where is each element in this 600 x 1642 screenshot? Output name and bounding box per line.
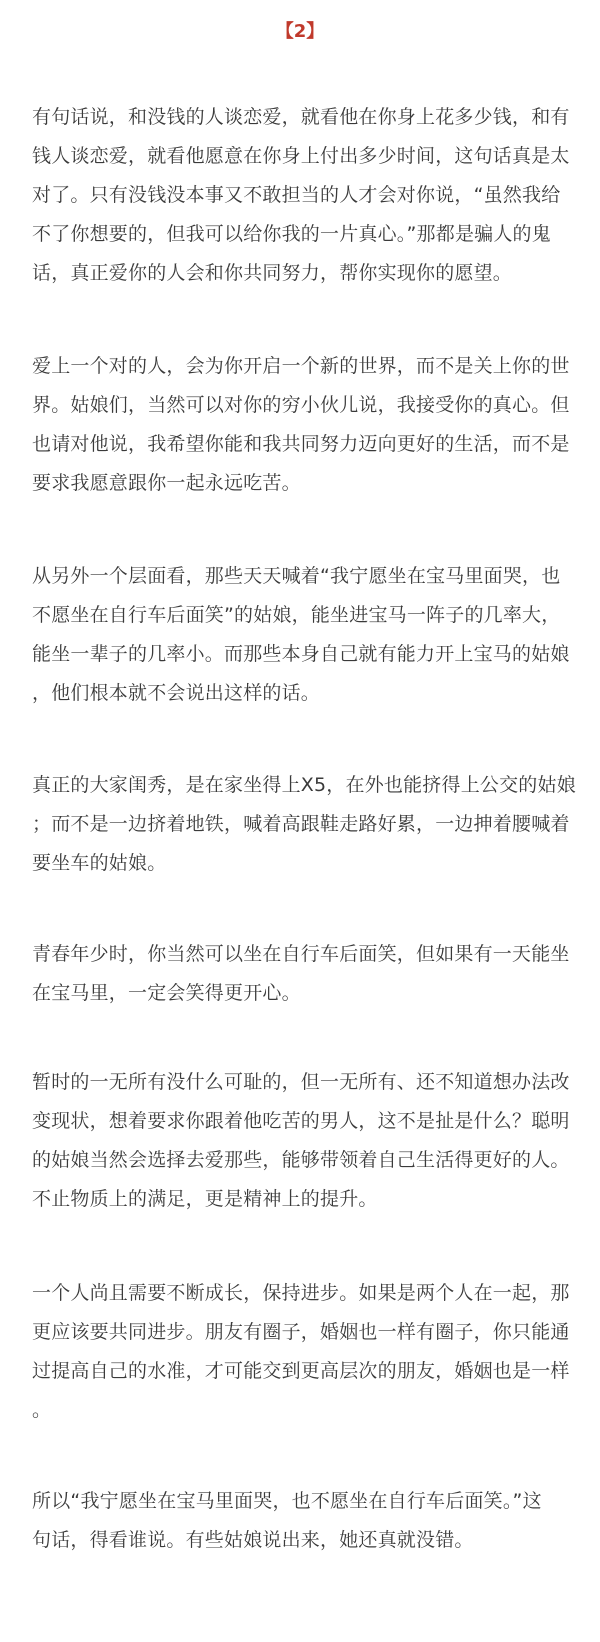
paragraph-line: 过提高自己的水准，才可能交到更高层次的朋友，婚姻也是一样	[32, 1360, 570, 1382]
paragraph-line: 有句话说，和没钱的人谈恋爱，就看他在你身上花多少钱，和有	[32, 106, 570, 128]
paragraph-line: ；而不是一边挤着地铁，喊着高跟鞋走路好累，一边抻着腰喊着	[32, 813, 570, 835]
paragraph-line: 一个人尚且需要不断成长，保持进步。如果是两个人在一起，那	[32, 1282, 570, 1304]
paragraph-line: 能坐一辈子的几率小。而那些本身自己就有能力开上宝马的姑娘	[32, 643, 570, 665]
paragraph-line: 不止物质上的满足，更是精神上的提升。	[32, 1188, 378, 1210]
paragraph-line: 从另外一个层面看，那些天天喊着“我宁愿坐在宝马里面哭，也	[32, 565, 561, 587]
paragraph	[32, 98, 580, 293]
paragraph	[32, 557, 580, 713]
paragraph-line: 句话，得看谁说。有些姑娘说出来，她还真就没错。	[32, 1529, 474, 1551]
paragraph-line: 不愿坐在自行车后面笑”的姑娘，能坐进宝马一阵子的几率大，	[32, 604, 561, 626]
paragraph-line: 要求我愿意跟你一起永远吃苦。	[32, 472, 301, 494]
paragraph	[32, 1482, 580, 1560]
paragraph-line: 也请对他说，我希望你能和我共同努力迈向更好的生活，而不是	[32, 433, 570, 455]
paragraph-line: 青春年少时，你当然可以坐在自行车后面笑，但如果有一天能坐	[32, 943, 570, 965]
paragraph	[32, 1063, 580, 1219]
paragraph-line: 。	[32, 1399, 52, 1421]
paragraph-line: 更应该要共同进步。朋友有圈子，婚姻也一样有圈子，你只能通	[32, 1321, 570, 1343]
paragraph-line: 真正的大家闺秀，是在家坐得上X5，在外也能挤得上公交的姑娘	[32, 774, 576, 796]
paragraph-line: 所以“我宁愿坐在宝马里面哭，也不愿坐在自行车后面笑。”这	[32, 1490, 542, 1512]
section-number: 【2】	[275, 21, 325, 42]
paragraph-line: 暂时的一无所有没什么可耻的，但一无所有、还不知道想办法改	[32, 1071, 570, 1093]
paragraph-line: 的姑娘当然会选择去爱那些，能够带领着自己生活得更好的人。	[32, 1149, 570, 1171]
paragraph-line: 界。姑娘们，当然可以对你的穷小伙儿说，我接受你的真心。但	[32, 394, 570, 416]
paragraph-line: 要坐车的姑娘。	[32, 852, 167, 874]
paragraph-line: 爱上一个对的人，会为你开启一个新的世界，而不是关上你的世	[32, 355, 570, 377]
paragraph-line: 话，真正爱你的人会和你共同努力，帮你实现你的愿望。	[32, 262, 513, 284]
paragraph-line: 不了你想要的，但我可以给你我的一片真心。”那都是骗人的鬼	[32, 223, 551, 245]
paragraph-line: 变现状，想着要求你跟着他吃苦的男人，这不是扯是什么？聪明	[32, 1110, 570, 1132]
paragraph-line: ，他们根本就不会说出这样的话。	[32, 682, 321, 704]
paragraph-line: 对了。只有没钱没本事又不敢担当的人才会对你说，“虽然我给	[32, 184, 561, 206]
paragraph	[32, 1274, 580, 1430]
paragraph-line: 钱人谈恋爱，就看他愿意在你身上付出多少时间，这句话真是太	[32, 145, 570, 167]
paragraph	[32, 347, 580, 503]
paragraph-line: 在宝马里，一定会笑得更开心。	[32, 982, 301, 1004]
paragraph	[32, 935, 580, 1013]
paragraph	[32, 766, 580, 883]
